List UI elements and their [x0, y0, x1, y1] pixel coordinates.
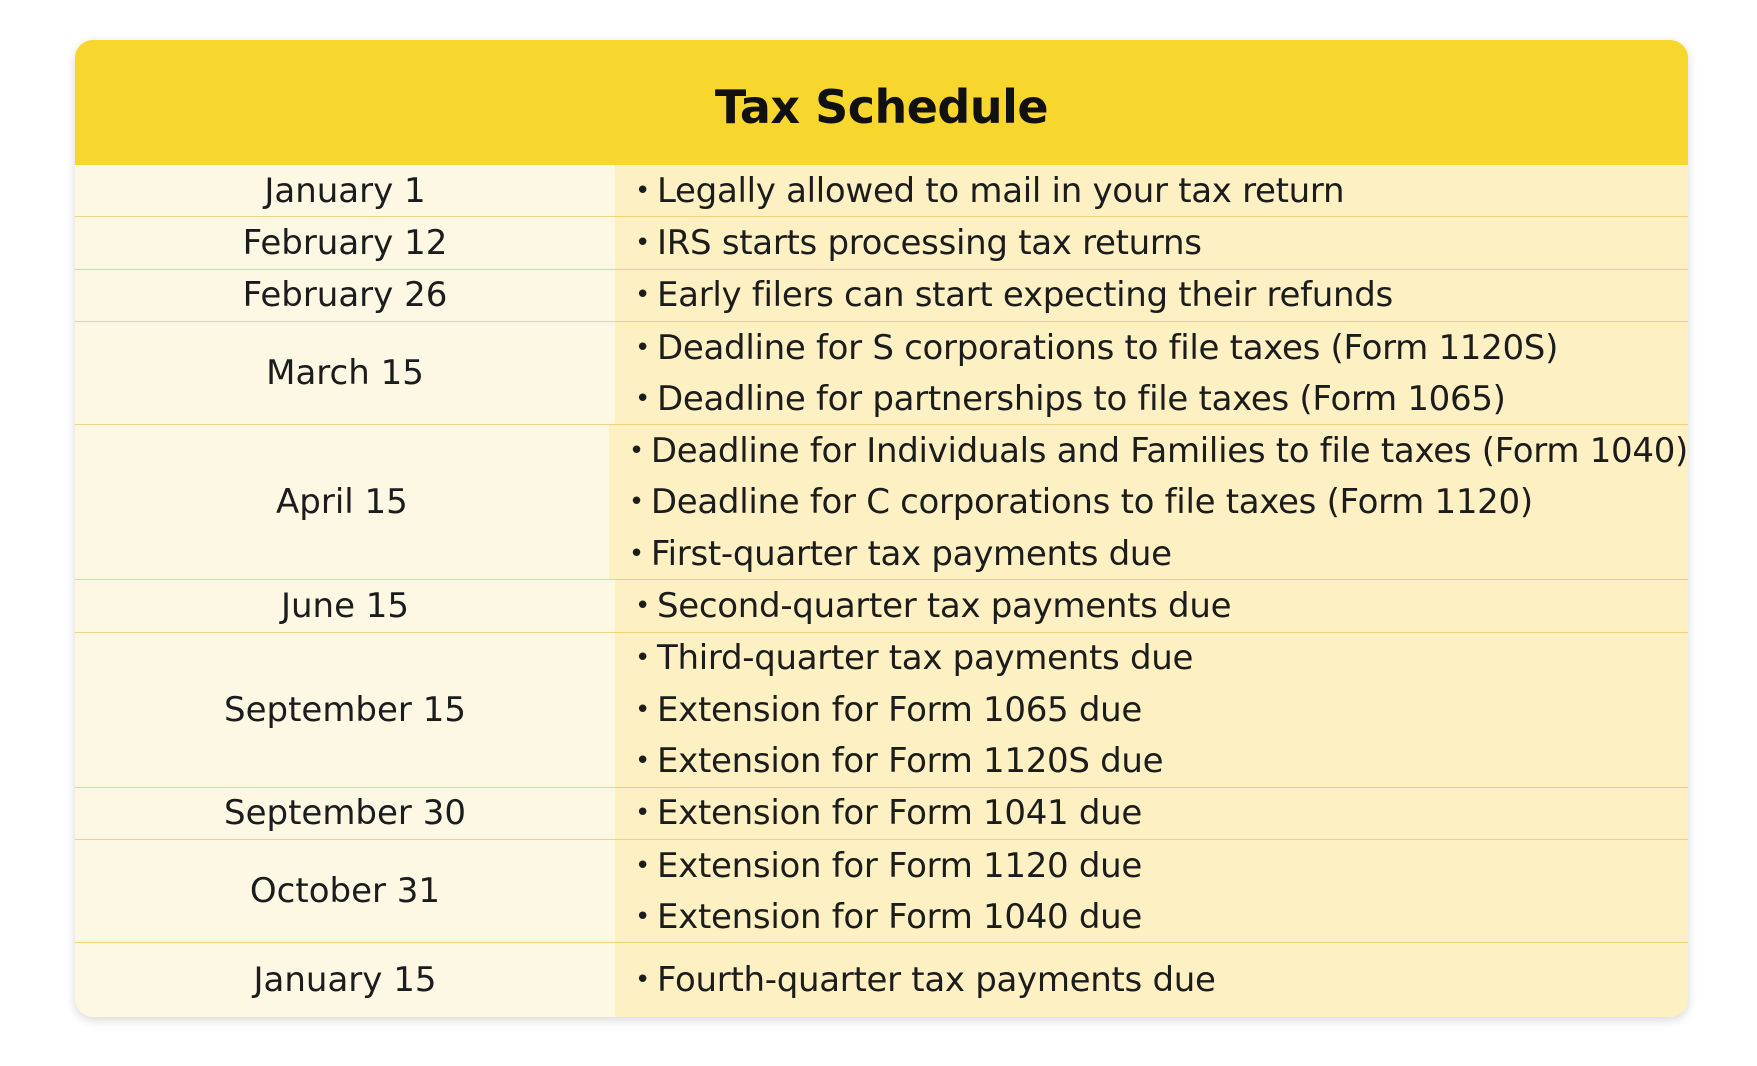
description-cell: [609, 425, 1688, 579]
date-cell: March 15: [75, 322, 615, 425]
bullet-icon: •: [635, 175, 651, 206]
bullet-icon: •: [635, 850, 651, 881]
table-row: [75, 579, 1688, 631]
table-row: [75, 321, 1688, 425]
bullet-icon: •: [628, 436, 644, 467]
schedule-item-text: Third-quarter tax payments due: [657, 638, 1194, 679]
description-cell: [615, 943, 1688, 1017]
schedule-item: [635, 270, 1688, 321]
schedule-item: [635, 943, 1688, 1017]
tax-schedule-card: [75, 40, 1688, 1017]
description-cell: [615, 165, 1688, 216]
table-header: [75, 40, 1688, 165]
schedule-item: [635, 684, 1688, 735]
bullet-icon: •: [635, 745, 651, 776]
bullet-icon: •: [635, 798, 651, 829]
schedule-item: [635, 217, 1688, 268]
schedule-item-text: IRS starts processing tax returns: [657, 222, 1202, 263]
description-cell: [615, 633, 1688, 787]
bullet-icon: •: [635, 227, 651, 258]
bullet-icon: •: [635, 694, 651, 725]
description-cell: [615, 217, 1688, 268]
schedule-item: [629, 528, 1688, 579]
date-cell: January 1: [75, 165, 615, 216]
date-cell: February 26: [75, 270, 615, 321]
description-cell: [615, 580, 1688, 631]
schedule-item-text: Deadline for C corporations to file taxes (Form 1120): [650, 482, 1533, 523]
bullet-icon: •: [635, 383, 651, 414]
schedule-item-text: Extension for Form 1120 due: [657, 845, 1143, 886]
schedule-item: [635, 840, 1688, 891]
schedule-item-text: Fourth-quarter tax payments due: [657, 960, 1216, 1001]
schedule-item-text: Early filers can start expecting their refunds: [657, 275, 1393, 316]
schedule-item: [635, 735, 1688, 786]
page-title: Tax Schedule: [714, 79, 1049, 134]
schedule-item-text: Extension for Form 1040 due: [657, 896, 1143, 937]
description-cell: [615, 270, 1688, 321]
table-row: [75, 787, 1688, 839]
bullet-icon: •: [635, 643, 651, 674]
bullet-icon: •: [635, 965, 651, 996]
description-cell: [615, 322, 1688, 425]
date-cell: January 15: [75, 943, 615, 1017]
table-row: [75, 165, 1688, 216]
schedule-item: [635, 788, 1688, 839]
schedule-item-text: Extension for Form 1065 due: [657, 689, 1143, 730]
schedule-item: [635, 633, 1688, 684]
bullet-icon: •: [628, 538, 644, 569]
schedule-item: [635, 373, 1688, 424]
table-row: [75, 269, 1688, 321]
schedule-item-text: Deadline for partnerships to file taxes (Form 1065): [657, 378, 1506, 419]
date-cell: September 30: [75, 788, 615, 839]
date-cell: June 15: [75, 580, 615, 631]
bullet-icon: •: [635, 280, 651, 311]
table-row: [75, 424, 1688, 579]
date-cell: February 12: [75, 217, 615, 268]
schedule-item-text: Deadline for S corporations to file taxes (Form 1120S): [657, 327, 1559, 368]
schedule-table: [75, 165, 1688, 1017]
bullet-icon: •: [628, 487, 644, 518]
schedule-item: [629, 425, 1688, 476]
description-cell: [615, 840, 1688, 943]
schedule-item-text: Deadline for Individuals and Families to file taxes (Form 1040): [650, 431, 1688, 472]
date-cell: September 15: [75, 633, 615, 787]
bullet-icon: •: [635, 332, 651, 363]
schedule-item-text: Legally allowed to mail in your tax return: [657, 170, 1345, 211]
description-cell: [615, 788, 1688, 839]
date-cell: April 15: [75, 425, 609, 579]
table-row: [75, 632, 1688, 787]
schedule-item: [635, 165, 1688, 216]
table-row: [75, 216, 1688, 268]
bullet-icon: •: [635, 591, 651, 622]
schedule-item: [635, 322, 1688, 373]
schedule-item-text: Extension for Form 1120S due: [657, 740, 1164, 781]
date-cell: October 31: [75, 840, 615, 943]
schedule-item-text: Extension for Form 1041 due: [657, 793, 1143, 834]
table-row: [75, 942, 1688, 1017]
schedule-item: [635, 580, 1688, 631]
schedule-item: [635, 891, 1688, 942]
schedule-item: [629, 477, 1688, 528]
table-row: [75, 839, 1688, 943]
bullet-icon: •: [635, 901, 651, 932]
schedule-item-text: Second-quarter tax payments due: [657, 586, 1232, 627]
schedule-item-text: First-quarter tax payments due: [650, 533, 1172, 574]
